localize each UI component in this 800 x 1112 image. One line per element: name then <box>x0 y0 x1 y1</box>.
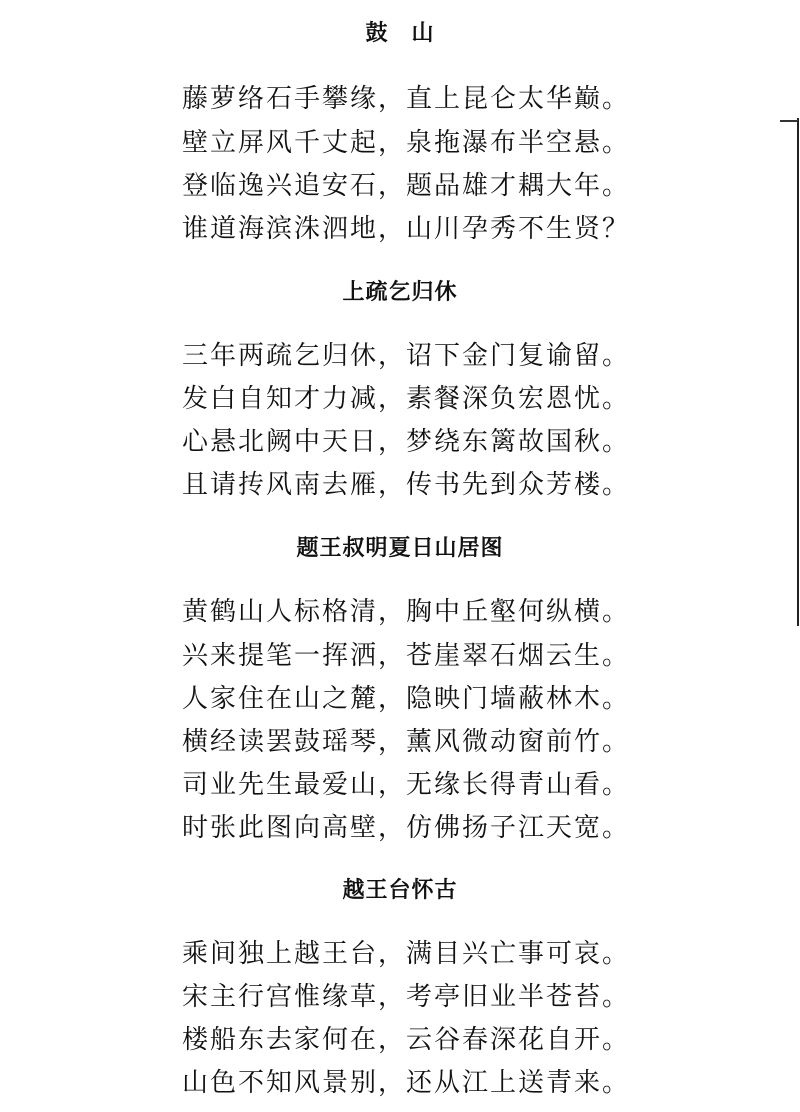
poem-title: 上疏乞归休 <box>342 280 458 305</box>
poem-line: 藤萝络石手攀缘，直上昆仑太华巅。 <box>182 84 631 114</box>
poem-line: 壁立屏风千丈起，泉拖瀑布半空悬。 <box>182 128 631 158</box>
poem-title: 鼓 山 <box>365 21 435 46</box>
poem-line: 登临逸兴追安石，题品雄才耦大年。 <box>182 171 631 201</box>
poem-line: 山色不知风景别，还从江上送青来。 <box>182 1068 631 1098</box>
poem-line: 人家住在山之麓，隐映门墙蔽林木。 <box>182 684 631 714</box>
poem-line: 横经读罢鼓瑶琴，薰风微动窗前竹。 <box>182 727 631 757</box>
poem-line: 心悬北阙中天日，梦绕东篱故国秋。 <box>182 427 631 457</box>
poem-title: 题王叔明夏日山居图 <box>296 536 504 561</box>
poem-line: 黄鹤山人标格清，胸中丘壑何纵横。 <box>182 597 631 627</box>
poem-line: 司业先生最爱山，无缘长得青山看。 <box>182 770 631 800</box>
poem-line: 发白自知才力减，素餐深负宏恩忧。 <box>182 384 631 414</box>
poem-line: 乘间独上越王台，满目兴亡事可哀。 <box>182 939 631 969</box>
poem-line: 谁道海滨洙泗地，山川孕秀不生贤？ <box>182 214 631 244</box>
poem-line: 楼船东去家何在，云谷春深花自开。 <box>182 1025 631 1055</box>
poem-line: 且请抟风南去雁，传书先到众芳楼。 <box>182 470 631 500</box>
poem-line: 宋主行宫惟缘草，考亭旧业半苍苔。 <box>182 982 631 1012</box>
poem-line: 三年两疏乞归休，诏下金门复谕留。 <box>182 341 631 371</box>
page-edge-tick <box>780 120 798 122</box>
poem-title: 越王台怀古 <box>342 878 458 903</box>
poem-line: 时张此图向高壁，仿佛扬子江天宽。 <box>182 813 631 843</box>
poem-line: 兴来提笔一挥洒，苍崖翠石烟云生。 <box>182 641 631 671</box>
